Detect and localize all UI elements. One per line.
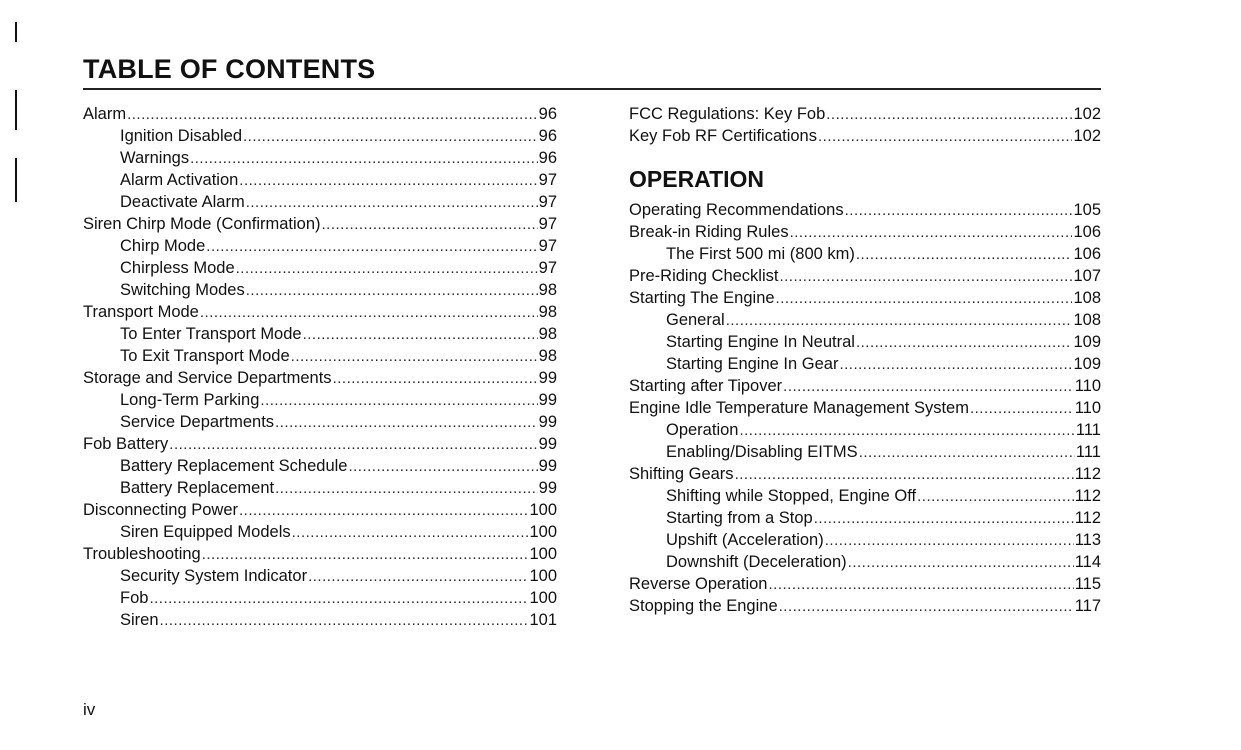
toc-entry-label: Enabling/Disabling EITMS — [666, 443, 858, 461]
toc-entry-page: 100 — [529, 501, 557, 519]
toc-entry-page: 100 — [529, 567, 557, 585]
toc-entry[interactable] — [83, 433, 557, 455]
dot-leader — [839, 354, 1072, 375]
toc-entry[interactable] — [83, 455, 557, 477]
dot-leader — [303, 324, 538, 345]
dot-leader — [776, 288, 1073, 309]
dot-leader — [246, 192, 538, 213]
toc-left-column — [83, 103, 557, 631]
toc-entry[interactable] — [83, 367, 557, 389]
toc-entry[interactable] — [629, 103, 1101, 125]
toc-entry-label: Fob Battery — [83, 435, 169, 453]
toc-entry-page: 96 — [538, 149, 557, 167]
dot-leader — [275, 478, 538, 499]
toc-entry[interactable] — [629, 221, 1101, 243]
toc-entry-page: 102 — [1073, 127, 1101, 145]
title-divider — [83, 88, 1101, 90]
toc-entry[interactable] — [629, 125, 1101, 147]
toc-entry-page: 117 — [1074, 597, 1101, 615]
toc-entry-label: Key Fob RF Certifications — [629, 127, 817, 145]
toc-entry[interactable] — [629, 485, 1101, 507]
toc-entry[interactable] — [629, 551, 1101, 573]
section-heading-operation: OPERATION — [629, 166, 765, 192]
toc-entry[interactable] — [83, 301, 557, 323]
toc-entry-label: Fob — [120, 589, 149, 607]
toc-entry[interactable] — [83, 521, 557, 543]
dot-leader — [856, 244, 1073, 265]
dot-leader — [160, 610, 529, 631]
toc-entry-page: 105 — [1073, 201, 1101, 219]
toc-entry-page: 99 — [538, 391, 557, 409]
toc-entry[interactable] — [83, 191, 557, 213]
dot-leader — [845, 200, 1073, 221]
toc-entry[interactable] — [83, 257, 557, 279]
toc-entry[interactable] — [629, 199, 1101, 221]
toc-entry-page: 110 — [1074, 377, 1101, 395]
toc-entry[interactable] — [629, 573, 1101, 595]
toc-entry-label: To Exit Transport Mode — [120, 347, 290, 365]
toc-entry-page: 97 — [538, 171, 557, 189]
toc-entry[interactable] — [629, 419, 1101, 441]
dot-leader — [779, 266, 1072, 287]
toc-entry-label: Troubleshooting — [83, 545, 201, 563]
toc-entry-page: 115 — [1074, 575, 1101, 593]
toc-entry-page: 99 — [538, 413, 557, 431]
dot-leader — [859, 442, 1075, 463]
toc-entry[interactable] — [629, 441, 1101, 463]
toc-entry-page: 99 — [538, 457, 557, 475]
toc-entry-page: 97 — [538, 215, 557, 233]
toc-entry-label: Long-Term Parking — [120, 391, 260, 409]
dot-leader — [826, 104, 1072, 125]
toc-entry-label: Battery Replacement Schedule — [120, 457, 348, 475]
dot-leader — [825, 530, 1074, 551]
toc-entry-label: Ignition Disabled — [120, 127, 242, 145]
dot-leader — [333, 368, 538, 389]
toc-entry-label: Siren Chirp Mode (Confirmation) — [83, 215, 321, 233]
dot-leader — [260, 390, 537, 411]
toc-entry-label: Upshift (Acceleration) — [666, 531, 824, 549]
dot-leader — [818, 126, 1072, 147]
toc-entry-page: 96 — [538, 127, 557, 145]
toc-entry-label: Transport Mode — [83, 303, 199, 321]
dot-leader — [348, 456, 537, 477]
toc-entry-page: 101 — [529, 611, 557, 629]
toc-entry-page: 99 — [538, 369, 557, 387]
dot-leader — [202, 544, 529, 565]
dot-leader — [917, 486, 1074, 507]
toc-entry-page: 111 — [1075, 421, 1101, 439]
toc-entry-label: Starting from a Stop — [666, 509, 813, 527]
toc-entry[interactable] — [629, 463, 1101, 485]
dot-leader — [275, 412, 538, 433]
toc-entry-label: Shifting Gears — [629, 465, 734, 483]
dot-leader — [856, 332, 1073, 353]
toc-entry-label: FCC Regulations: Key Fob — [629, 105, 826, 123]
toc-entry-label: Storage and Service Departments — [83, 369, 332, 387]
toc-entry-label: Stopping the Engine — [629, 597, 778, 615]
page-number: iv — [83, 700, 96, 719]
binding-mark — [15, 22, 17, 42]
toc-entry-page: 102 — [1073, 105, 1101, 123]
toc-entry-page: 109 — [1073, 333, 1101, 351]
dot-leader — [127, 104, 538, 125]
dot-leader — [308, 566, 528, 587]
toc-entry-page: 108 — [1073, 311, 1101, 329]
toc-entry[interactable] — [629, 265, 1101, 287]
dot-leader — [814, 508, 1074, 529]
toc-entry-label: The First 500 mi (800 km) — [666, 245, 855, 263]
dot-leader — [292, 522, 529, 543]
binding-mark — [15, 90, 17, 130]
toc-entry-page: 113 — [1074, 531, 1101, 549]
toc-entry-label: Alarm Activation — [120, 171, 239, 189]
toc-entry[interactable] — [83, 125, 557, 147]
toc-entry[interactable] — [629, 595, 1101, 617]
toc-entry[interactable] — [83, 279, 557, 301]
toc-entry[interactable] — [629, 529, 1101, 551]
toc-entry-label: Chirp Mode — [120, 237, 206, 255]
toc-entry-label: Starting The Engine — [629, 289, 775, 307]
toc-operation-list — [629, 199, 1101, 617]
toc-entry-page: 112 — [1074, 487, 1101, 505]
toc-entry-page: 98 — [538, 325, 557, 343]
toc-entry-label: Break-in Riding Rules — [629, 223, 789, 241]
toc-entry[interactable] — [629, 309, 1101, 331]
toc-entry[interactable] — [83, 587, 557, 609]
toc-entry[interactable] — [83, 389, 557, 411]
toc-entry[interactable] — [83, 323, 557, 345]
toc-entry-label: Shifting while Stopped, Engine Off — [666, 487, 917, 505]
dot-leader — [236, 258, 538, 279]
toc-entry-page: 107 — [1073, 267, 1101, 285]
page-title: TABLE OF CONTENTS — [83, 54, 376, 84]
toc-entry[interactable] — [83, 609, 557, 631]
dot-leader — [239, 500, 528, 521]
toc-right-column — [629, 103, 1101, 617]
toc-entry[interactable] — [83, 147, 557, 169]
toc-entry[interactable] — [83, 411, 557, 433]
toc-entry-page: 106 — [1073, 245, 1101, 263]
toc-entry[interactable] — [83, 499, 557, 521]
toc-entry-label: Deactivate Alarm — [120, 193, 245, 211]
toc-entry[interactable] — [83, 213, 557, 235]
toc-entry-page: 110 — [1074, 399, 1101, 417]
dot-leader — [735, 464, 1074, 485]
toc-entry-label: Security System Indicator — [120, 567, 308, 585]
dot-leader — [149, 588, 528, 609]
toc-entry-label: Operating Recommendations — [629, 201, 844, 219]
toc-entry-label: Siren Equipped Models — [120, 523, 291, 541]
toc-entry-page: 111 — [1075, 443, 1101, 461]
toc-entry-label: Pre-Riding Checklist — [629, 267, 779, 285]
toc-entry[interactable] — [83, 345, 557, 367]
toc-entry-page: 97 — [538, 237, 557, 255]
toc-entry-label: Starting Engine In Neutral — [666, 333, 855, 351]
dot-leader — [970, 398, 1074, 419]
toc-entry[interactable] — [83, 169, 557, 191]
toc-entry-label: Reverse Operation — [629, 575, 768, 593]
toc-entry-label: Starting Engine In Gear — [666, 355, 839, 373]
toc-entry-page: 98 — [538, 347, 557, 365]
binding-mark — [15, 158, 17, 202]
toc-entry-page: 112 — [1074, 509, 1101, 527]
toc-entry-label: Chirpless Mode — [120, 259, 235, 277]
toc-entry[interactable] — [629, 397, 1101, 419]
dot-leader — [200, 302, 538, 323]
toc-entry-label: Starting after Tipover — [629, 377, 783, 395]
toc-entry-page: 106 — [1073, 223, 1101, 241]
dot-leader — [243, 126, 538, 147]
toc-entry[interactable] — [83, 103, 557, 125]
toc-entry-page: 112 — [1074, 465, 1101, 483]
dot-leader — [739, 420, 1074, 441]
toc-entry-label: Downshift (Deceleration) — [666, 553, 847, 571]
toc-entry-label: Operation — [666, 421, 739, 439]
toc-entry-label: Siren — [120, 611, 159, 629]
dot-leader — [779, 596, 1074, 617]
toc-entry-page: 99 — [538, 435, 557, 453]
dot-leader — [190, 148, 538, 169]
dot-leader — [169, 434, 537, 455]
dot-leader — [790, 222, 1073, 243]
toc-entry[interactable] — [83, 235, 557, 257]
dot-leader — [769, 574, 1074, 595]
toc-entry-page: 100 — [529, 523, 557, 541]
toc-entry-page: 96 — [538, 105, 557, 123]
toc-entry[interactable] — [629, 331, 1101, 353]
toc-entry-label: Disconnecting Power — [83, 501, 238, 519]
toc-entry-page: 99 — [538, 479, 557, 497]
toc-entry-page: 97 — [538, 259, 557, 277]
toc-right-top-list — [629, 103, 1101, 147]
toc-entry[interactable] — [629, 243, 1101, 265]
toc-entry[interactable] — [83, 477, 557, 499]
dot-leader — [206, 236, 537, 257]
toc-entry[interactable] — [629, 375, 1101, 397]
toc-entry-label: Switching Modes — [120, 281, 245, 299]
dot-leader — [726, 310, 1073, 331]
toc-entry-label: Alarm — [83, 105, 127, 123]
toc-entry-page: 100 — [529, 589, 557, 607]
toc-entry-page: 97 — [538, 193, 557, 211]
dot-leader — [239, 170, 537, 191]
dot-leader — [848, 552, 1074, 573]
toc-entry[interactable] — [629, 353, 1101, 375]
toc-entry[interactable] — [83, 543, 557, 565]
toc-entry-page: 98 — [538, 281, 557, 299]
toc-entry[interactable] — [83, 565, 557, 587]
toc-entry-label: Battery Replacement — [120, 479, 275, 497]
toc-entry-page: 108 — [1073, 289, 1101, 307]
toc-entry[interactable] — [629, 287, 1101, 309]
toc-entry-label: To Enter Transport Mode — [120, 325, 302, 343]
dot-leader — [783, 376, 1074, 397]
toc-entry-label: Warnings — [120, 149, 190, 167]
toc-entry-page: 114 — [1074, 553, 1101, 571]
toc-entry-label: General — [666, 311, 725, 329]
dot-leader — [322, 214, 538, 235]
toc-entry-page: 109 — [1073, 355, 1101, 373]
dot-leader — [291, 346, 538, 367]
toc-entry-page: 98 — [538, 303, 557, 321]
toc-entry-label: Service Departments — [120, 413, 275, 431]
toc-entry-page: 100 — [529, 545, 557, 563]
dot-leader — [246, 280, 538, 301]
toc-entry[interactable] — [629, 507, 1101, 529]
toc-entry-label: Engine Idle Temperature Management System — [629, 399, 969, 417]
